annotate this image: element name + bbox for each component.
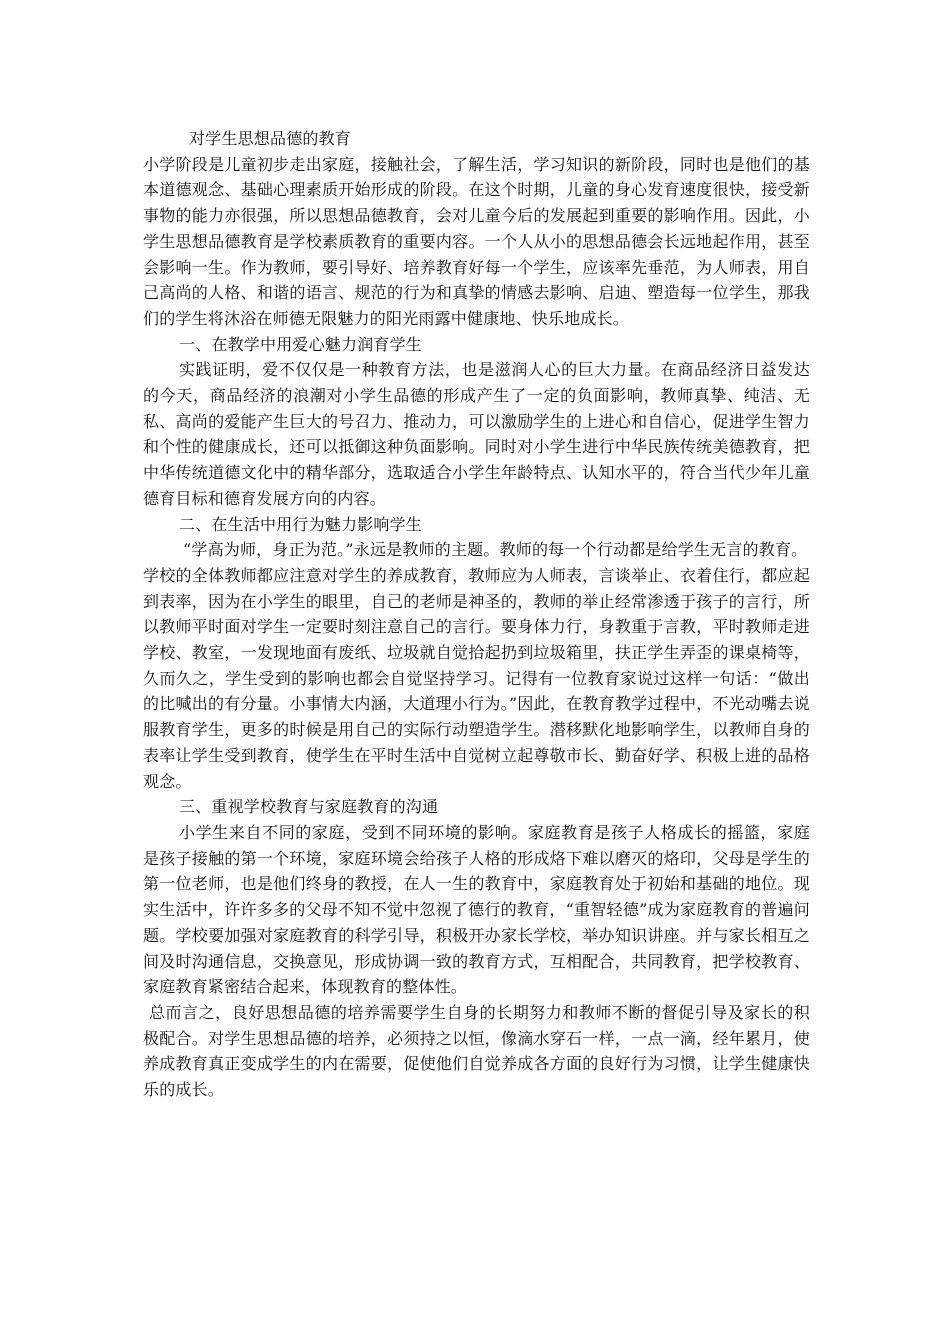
document-body xyxy=(143,126,810,1103)
conclusion-paragraph: 总而言之，良好思想品德的培养需要学生自身的长期努力和教师不断的督促引导及家长的积极配合。对学生思想品德的培养，必须持之以恒，像滴水穿石一样，一点一滴，经年累月，使养成教育真正变成学生的内在需要，促使他们自觉养成各方面的良好行为习惯，让学生健康快乐的成长。 xyxy=(143,1002,810,1100)
section-2-paragraph: 学校的全体教师都应注意对学生的养成教育，教师应为人师表，言谈举止、衣着住行，都应起到表率，因为在小学生的眼里，自己的老师是神圣的，教师的举止经常渗透于孩子的言行，所以教师平时面对学生一定要时刻注意自己的言行。要身体力行，身教重于言教，平时教师走进学校、教室，一发现地面有废纸、垃圾就自觉拾起扔到垃圾箱里，扶正学生弄歪的课桌椅等，久而久之，学生受到的影响也都会自觉坚持学习。记得有一位教育家说过这样一句话：“做出的比喊出的有分量。小事情大内涵，大道理小行为。”因此，在教育教学过程中，不光动嘴去说服教育学生，更多的时候是用自己的实际行动塑造学生。潜移默化地影响学生，以教师自身的表率让学生受到教育，使学生在平时生活中自觉树立起尊敬市长、勤奋好学、积极上进的品格观念。 xyxy=(143,565,810,791)
section-2-quote: “学高为师，身正为范。”永远是教师的主题。教师的每一个行动都是给学生无言的教育。 xyxy=(183,540,808,560)
section-1-heading: 一、在教学中用爱心魅力润育学生 xyxy=(179,334,423,354)
section-3-heading: 三、重视学校教育与家庭教育的沟通 xyxy=(179,797,439,817)
section-2-heading: 二、在生活中用行为魅力影响学生 xyxy=(179,514,423,534)
section-3-paragraph: 小学生来自不同的家庭，受到不同环境的影响。家庭教育是孩子人格成长的摇篮，家庭是孩子接触的第一个环境，家庭环境会给孩子人格的形成烙下难以磨灭的烙印，父母是学生的第一位老师，也是他们终身的教授，在人一生的教育中，家庭教育处于初始和基础的地位。现实生活中，许许多多的父母不知不觉中忽视了德行的教育，“重智轻德”成为家庭教育的普遍问题。学校要加强对家庭教育的科学引导，积极开办家长学校，举办知识讲座。并与家长相互之间及时沟通信息，交换意见，形成协调一致的教育方式，互相配合，共同教育，把学校教育、家庭教育紧密结合起来，体现教育的整体性。 xyxy=(143,822,810,997)
intro-paragraph: 小学阶段是儿童初步走出家庭，接触社会，了解生活，学习知识的新阶段，同时也是他们的基本道德观念、基础心理素质开始形成的阶段。在这个时期，儿童的身心发育速度很快，接受新事物的能力亦很强，所以思想品德教育，会对儿童今后的发展起到重要的影响作用。因此，小学生思想品德教育是学校素质教育的重要内容。一个人从小的思想品德会长远地起作用，甚至会影响一生。作为教师，要引导好、培养教育好每一个学生，应该率先垂范，为人师表，用自己高尚的人格、和谐的语言、规范的行为和真挚的情感去影响、启迪、塑造每一位学生，那我们的学生将沐浴在师德无限魅力的阳光雨露中健康地、快乐地成长。 xyxy=(143,154,810,328)
section-1-paragraph: 实践证明，爱不仅仅是一种教育方法，也是滋润人心的巨大力量。在商品经济日益发达的今天，商品经济的浪潮对小学生品德的形成产生了一定的负面影响，教师真挚、纯洁、无私、高尚的爱能产生巨大的号召力、推动力，可以激励学生的上进心和自信心，促进学生智力和个性的健康成长，还可以抵御这种负面影响。同时对小学生进行中华民族传统美德教育，把中华传统道德文化中的精华部分，选取适合小学生年龄特点、认知水平的，符合当代少年儿童德育目标和德育发展方向的内容。 xyxy=(143,360,810,508)
document-title: 对学生思想品德的教育 xyxy=(189,129,352,148)
